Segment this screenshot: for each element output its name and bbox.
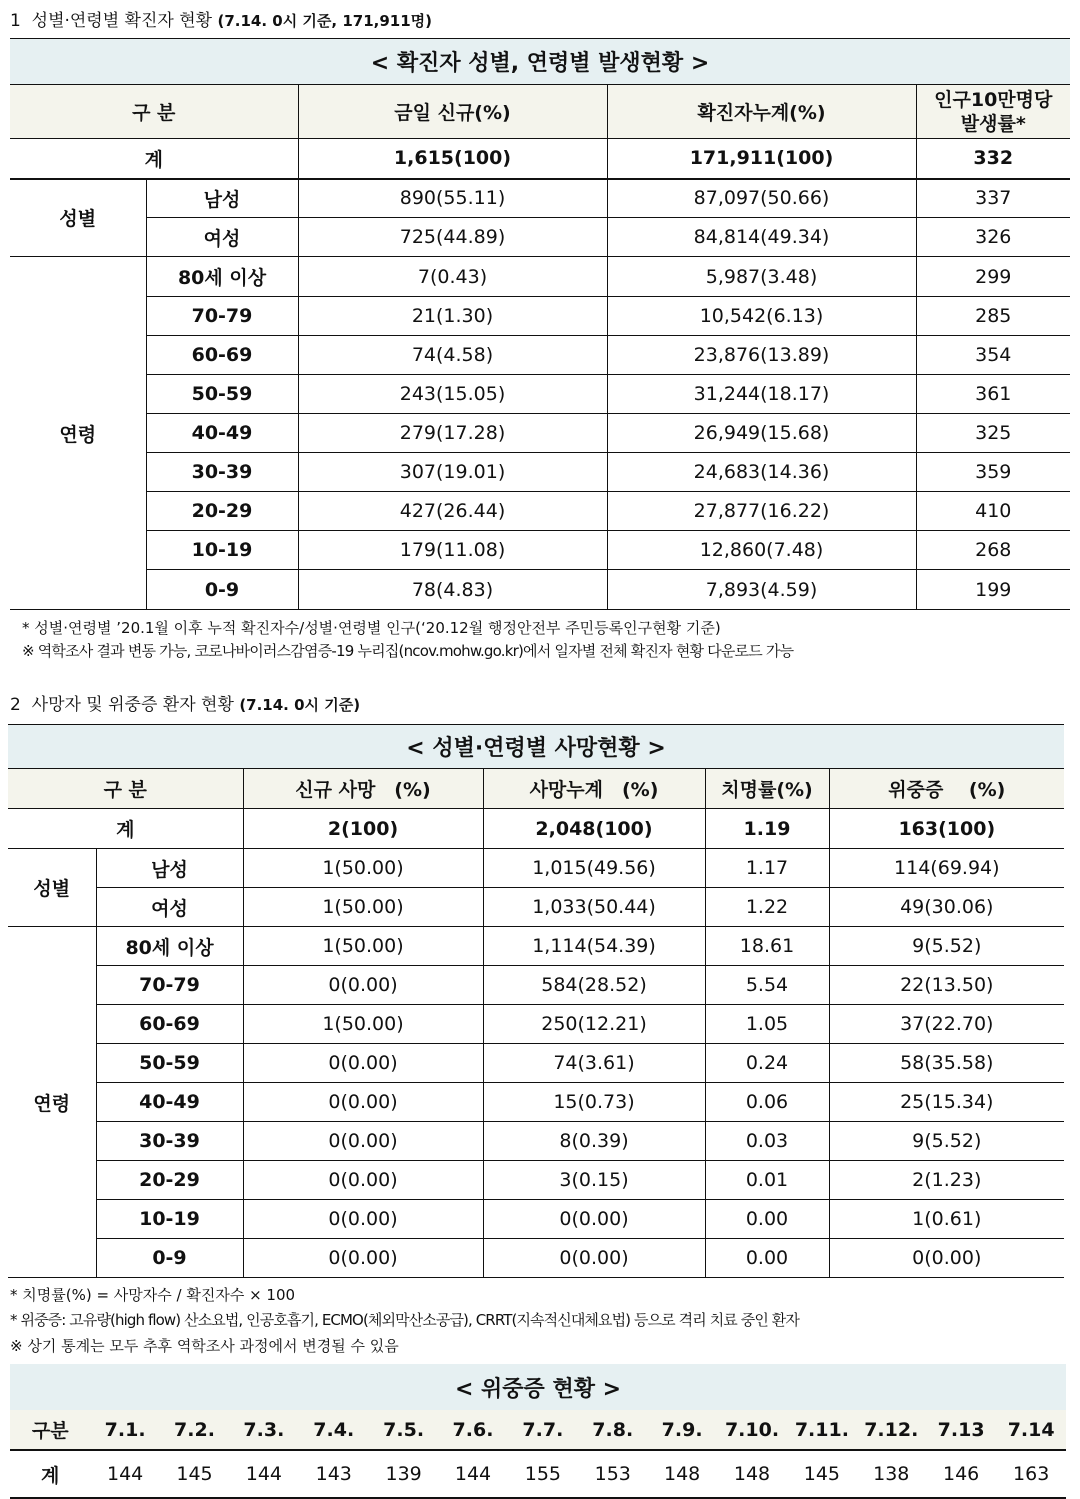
cell-cumulative-death: 15(0.73) xyxy=(483,1083,705,1122)
critical-count-cell: 148 xyxy=(733,1463,771,1485)
cell-critical: 9(5.52) xyxy=(829,927,1064,966)
table-row xyxy=(8,1161,1064,1200)
header-critical: 위중증 (%) xyxy=(829,769,1064,809)
cell-cumulative-death: 8(0.39) xyxy=(483,1122,705,1161)
section-1-heading xyxy=(10,6,432,31)
cell-cumulative: 26,949(15.68) xyxy=(607,414,916,453)
table-row xyxy=(10,414,1070,453)
section-2-title: 사망자 및 위중증 환자 현황 xyxy=(31,695,234,715)
row-label: 0-9 xyxy=(146,570,298,610)
cell-critical: 1(0.61) xyxy=(829,1200,1064,1239)
table-row xyxy=(10,336,1070,375)
cell-critical: 2(1.23) xyxy=(829,1161,1064,1200)
total-label: 계 xyxy=(8,809,243,849)
table-row xyxy=(10,492,1070,531)
cell-cumulative-death: 584(28.52) xyxy=(483,966,705,1005)
critical-count-cell: 143 xyxy=(315,1463,352,1485)
critical-count-cell: 146 xyxy=(942,1463,980,1485)
total-cumulative: 171,911(100) xyxy=(607,139,916,179)
section-1-number: 1 xyxy=(10,11,21,31)
cell-critical: 114(69.94) xyxy=(829,849,1064,888)
header-cumulative-death: 사망누계 (%) xyxy=(483,769,705,809)
cell-fatality: 1.22 xyxy=(705,888,829,927)
cell-rate: 359 xyxy=(916,453,1070,492)
date-header: 7.7. xyxy=(522,1418,564,1441)
table-row xyxy=(10,297,1070,336)
date-header: 7.6. xyxy=(452,1418,494,1441)
table-row xyxy=(10,375,1070,414)
table-row xyxy=(8,888,1064,927)
row-label: 50-59 xyxy=(146,375,298,414)
header-rate-line1: 인구10만명당 xyxy=(934,88,1053,111)
date-header: 7.2. xyxy=(174,1418,215,1441)
critical-count-cell: 139 xyxy=(385,1463,422,1485)
table-row xyxy=(8,1122,1064,1161)
table-row xyxy=(10,453,1070,492)
cell-fatality: 1.17 xyxy=(705,849,829,888)
total-cumulative-death: 2,048(100) xyxy=(483,809,705,849)
cell-fatality: 0.00 xyxy=(705,1200,829,1239)
cell-fatality: 0.24 xyxy=(705,1044,829,1083)
table-2-note-1: * 치명률(%) = 사망자수 / 확진자수 × 100 xyxy=(10,1286,296,1304)
cell-critical: 49(30.06) xyxy=(829,888,1064,927)
cell-cumulative: 12,860(7.48) xyxy=(607,531,916,570)
critical-count-cell: 144 xyxy=(454,1463,492,1485)
date-header: 7.12. xyxy=(864,1418,919,1441)
date-header: 7.4. xyxy=(313,1418,355,1441)
cell-fatality: 0.00 xyxy=(705,1239,829,1278)
cell-cumulative-death: 1,033(50.44) xyxy=(483,888,705,927)
cell-cumulative-death: 1,114(54.39) xyxy=(483,927,705,966)
table-1-note-1: * 성별·연령별 ’20.1월 이후 누적 확진자수/성별·연령별 인구(‘20.12월 행정안전부 주민등록인구현황 기준) xyxy=(22,619,721,637)
cell-rate: 325 xyxy=(916,414,1070,453)
cell-critical: 9(5.52) xyxy=(829,1122,1064,1161)
header-rate-line2: 발생률* xyxy=(960,112,1026,135)
date-header: 7.10. xyxy=(724,1418,780,1441)
confirmed-cases-table xyxy=(10,38,1070,610)
table-row xyxy=(8,1239,1064,1278)
row-label: 여성 xyxy=(96,888,243,927)
cell-cumulative-death: 3(0.15) xyxy=(483,1161,705,1200)
table-row xyxy=(10,179,1070,218)
cell-rate: 268 xyxy=(916,531,1070,570)
cell-cumulative-death: 1,015(49.56) xyxy=(483,849,705,888)
cell-critical: 25(15.34) xyxy=(829,1083,1064,1122)
critical-trend-table xyxy=(10,1364,1066,1499)
cell-new-death: 0(0.00) xyxy=(243,1122,483,1161)
row-label: 60-69 xyxy=(146,336,298,375)
row-label: 남성 xyxy=(146,179,298,218)
row-label: 70-79 xyxy=(96,966,243,1005)
cell-new: 725(44.89) xyxy=(298,218,607,257)
critical-count-row xyxy=(10,1450,1066,1498)
date-header-row xyxy=(10,1410,1066,1450)
cell-cumulative: 31,244(18.17) xyxy=(607,375,916,414)
age-group-label: 연령 xyxy=(10,257,146,610)
table-2-title: < 성별·연령별 사망현황 > xyxy=(8,725,1064,769)
row-label: 30-39 xyxy=(96,1122,243,1161)
row-label: 여성 xyxy=(146,218,298,257)
critical-count-cell: 153 xyxy=(594,1463,631,1485)
cell-new: 243(15.05) xyxy=(298,375,607,414)
row-label: 80세 이상 xyxy=(146,257,298,297)
cell-new-death: 0(0.00) xyxy=(243,1239,483,1278)
table-row xyxy=(8,1005,1064,1044)
cell-fatality: 5.54 xyxy=(705,966,829,1005)
table-row xyxy=(10,570,1070,610)
cell-critical: 37(22.70) xyxy=(829,1005,1064,1044)
header-category: 구 분 xyxy=(8,769,243,809)
section-1-title: 성별·연령별 확진자 현황 xyxy=(31,11,213,31)
header-cumulative: 확진자누계(%) xyxy=(607,85,916,139)
section-1-basis: (7.14. 0시 기준, 171,911명) xyxy=(217,12,432,30)
cell-cumulative: 10,542(6.13) xyxy=(607,297,916,336)
cell-cumulative: 24,683(14.36) xyxy=(607,453,916,492)
row-label: 남성 xyxy=(96,849,243,888)
cell-cumulative-death: 74(3.61) xyxy=(483,1044,705,1083)
cell-new-death: 0(0.00) xyxy=(243,1161,483,1200)
header-rate xyxy=(916,85,1070,139)
table-row xyxy=(8,927,1064,966)
cell-new-death: 0(0.00) xyxy=(243,966,483,1005)
row-label: 80세 이상 xyxy=(96,927,243,966)
total-new-death: 2(100) xyxy=(243,809,483,849)
cell-new-death: 1(50.00) xyxy=(243,849,483,888)
total-rate: 332 xyxy=(916,139,1070,179)
total-critical: 163(100) xyxy=(829,809,1064,849)
cell-fatality: 0.01 xyxy=(705,1161,829,1200)
cell-new-death: 1(50.00) xyxy=(243,888,483,927)
section-2-heading xyxy=(10,690,360,715)
cell-rate: 337 xyxy=(916,179,1070,218)
critical-count-cell: 163 xyxy=(1013,1463,1050,1485)
cell-fatality: 0.06 xyxy=(705,1083,829,1122)
cell-new-death: 1(50.00) xyxy=(243,1005,483,1044)
date-header: 7.9. xyxy=(661,1418,703,1441)
section-2-basis: (7.14. 0시 기준) xyxy=(239,696,361,714)
cell-new-death: 0(0.00) xyxy=(243,1083,483,1122)
row-label: 10-19 xyxy=(146,531,298,570)
cell-new: 427(26.44) xyxy=(298,492,607,531)
cell-fatality: 1.05 xyxy=(705,1005,829,1044)
total-label: 계 xyxy=(10,139,298,179)
critical-count-cell: 144 xyxy=(106,1463,144,1485)
table-row xyxy=(10,218,1070,257)
date-header: 7.14 xyxy=(1007,1418,1055,1441)
cell-rate: 354 xyxy=(916,336,1070,375)
cell-critical: 22(13.50) xyxy=(829,966,1064,1005)
date-header: 7.11. xyxy=(794,1418,849,1441)
table-row-total xyxy=(8,809,1064,849)
cell-critical: 0(0.00) xyxy=(829,1239,1064,1278)
cell-new-death: 1(50.00) xyxy=(243,927,483,966)
header-category: 구 분 xyxy=(10,85,298,139)
cell-fatality: 0.03 xyxy=(705,1122,829,1161)
critical-count-cell: 145 xyxy=(176,1463,213,1485)
date-header: 7.5. xyxy=(383,1418,425,1441)
row-label: 20-29 xyxy=(96,1161,243,1200)
table-row xyxy=(10,531,1070,570)
cell-cumulative: 7,893(4.59) xyxy=(607,570,916,610)
cell-new: 21(1.30) xyxy=(298,297,607,336)
date-header: 7.1. xyxy=(104,1418,146,1441)
critical-count-cell: 155 xyxy=(524,1463,561,1485)
row-label: 계 xyxy=(41,1464,60,1487)
table-1-title: < 확진자 성별, 연령별 발생현황 > xyxy=(10,39,1070,85)
cell-new: 279(17.28) xyxy=(298,414,607,453)
row-label: 30-39 xyxy=(146,453,298,492)
row-label: 40-49 xyxy=(146,414,298,453)
cell-rate: 299 xyxy=(916,257,1070,297)
date-header: 7.8. xyxy=(592,1418,634,1441)
row-label: 0-9 xyxy=(96,1239,243,1278)
table-row xyxy=(10,257,1070,297)
table-row xyxy=(8,1083,1064,1122)
date-header: 7.3. xyxy=(243,1418,285,1441)
table-row xyxy=(8,1044,1064,1083)
cell-cumulative-death: 0(0.00) xyxy=(483,1239,705,1278)
table-row xyxy=(8,849,1064,888)
header-fatality: 치명률(%) xyxy=(705,769,829,809)
cell-cumulative: 5,987(3.48) xyxy=(607,257,916,297)
table-row xyxy=(8,1200,1064,1239)
table-row-total xyxy=(10,139,1070,179)
deaths-table xyxy=(8,724,1064,1278)
critical-count-cell: 148 xyxy=(663,1463,701,1485)
row-label: 10-19 xyxy=(96,1200,243,1239)
cell-cumulative: 87,097(50.66) xyxy=(607,179,916,218)
row-label: 60-69 xyxy=(96,1005,243,1044)
cell-cumulative: 84,814(49.34) xyxy=(607,218,916,257)
cell-new: 74(4.58) xyxy=(298,336,607,375)
section-2-number: 2 xyxy=(10,695,21,715)
cell-rate: 361 xyxy=(916,375,1070,414)
cell-critical: 58(35.58) xyxy=(829,1044,1064,1083)
cell-new: 7(0.43) xyxy=(298,257,607,297)
table-row xyxy=(8,966,1064,1005)
row-label: 50-59 xyxy=(96,1044,243,1083)
table-1-note-2: ※ 역학조사 결과 변동 가능, 코로나바이러스감염증-19 누리집(ncov.mohw.go.kr)에서 일자별 전체 확진자 현황 다운로드 가능 xyxy=(22,642,794,660)
table-2-note-3: ※ 상기 통계는 모두 추후 역학조사 과정에서 변경될 수 있음 xyxy=(10,1337,399,1355)
row-label: 40-49 xyxy=(96,1083,243,1122)
cell-rate: 199 xyxy=(916,570,1070,610)
header-new: 금일 신규(%) xyxy=(298,85,607,139)
cell-new: 890(55.11) xyxy=(298,179,607,218)
gender-group-label: 성별 xyxy=(8,849,96,927)
gender-group-label: 성별 xyxy=(10,179,146,257)
total-fatality: 1.19 xyxy=(705,809,829,849)
cell-rate: 285 xyxy=(916,297,1070,336)
row-label: 20-29 xyxy=(146,492,298,531)
cell-new: 78(4.83) xyxy=(298,570,607,610)
table-2-note-2: * 위중증: 고유량(high flow) 산소요법, 인공호흡기, ECMO(체외막산소공급), CRRT(지속적신대체요법) 등으로 격리 치료 중인 환자 xyxy=(10,1311,799,1329)
critical-count-cell: 144 xyxy=(245,1463,282,1485)
critical-count-cell: 138 xyxy=(873,1463,910,1485)
critical-count-cell: 145 xyxy=(803,1463,840,1485)
cell-new: 307(19.01) xyxy=(298,453,607,492)
cell-new-death: 0(0.00) xyxy=(243,1200,483,1239)
header-new-death: 신규 사망 (%) xyxy=(243,769,483,809)
cell-cumulative: 27,877(16.22) xyxy=(607,492,916,531)
date-header: 7.13 xyxy=(937,1418,985,1441)
cell-cumulative: 23,876(13.89) xyxy=(607,336,916,375)
cell-rate: 326 xyxy=(916,218,1070,257)
row-label: 70-79 xyxy=(146,297,298,336)
header-category: 구분 xyxy=(31,1420,69,1442)
total-new: 1,615(100) xyxy=(298,139,607,179)
cell-rate: 410 xyxy=(916,492,1070,531)
cell-cumulative-death: 250(12.21) xyxy=(483,1005,705,1044)
cell-fatality: 18.61 xyxy=(705,927,829,966)
cell-new-death: 0(0.00) xyxy=(243,1044,483,1083)
cell-new: 179(11.08) xyxy=(298,531,607,570)
age-group-label: 연령 xyxy=(8,927,96,1278)
table-3-title: < 위중증 현황 > xyxy=(10,1364,1066,1410)
cell-cumulative-death: 0(0.00) xyxy=(483,1200,705,1239)
